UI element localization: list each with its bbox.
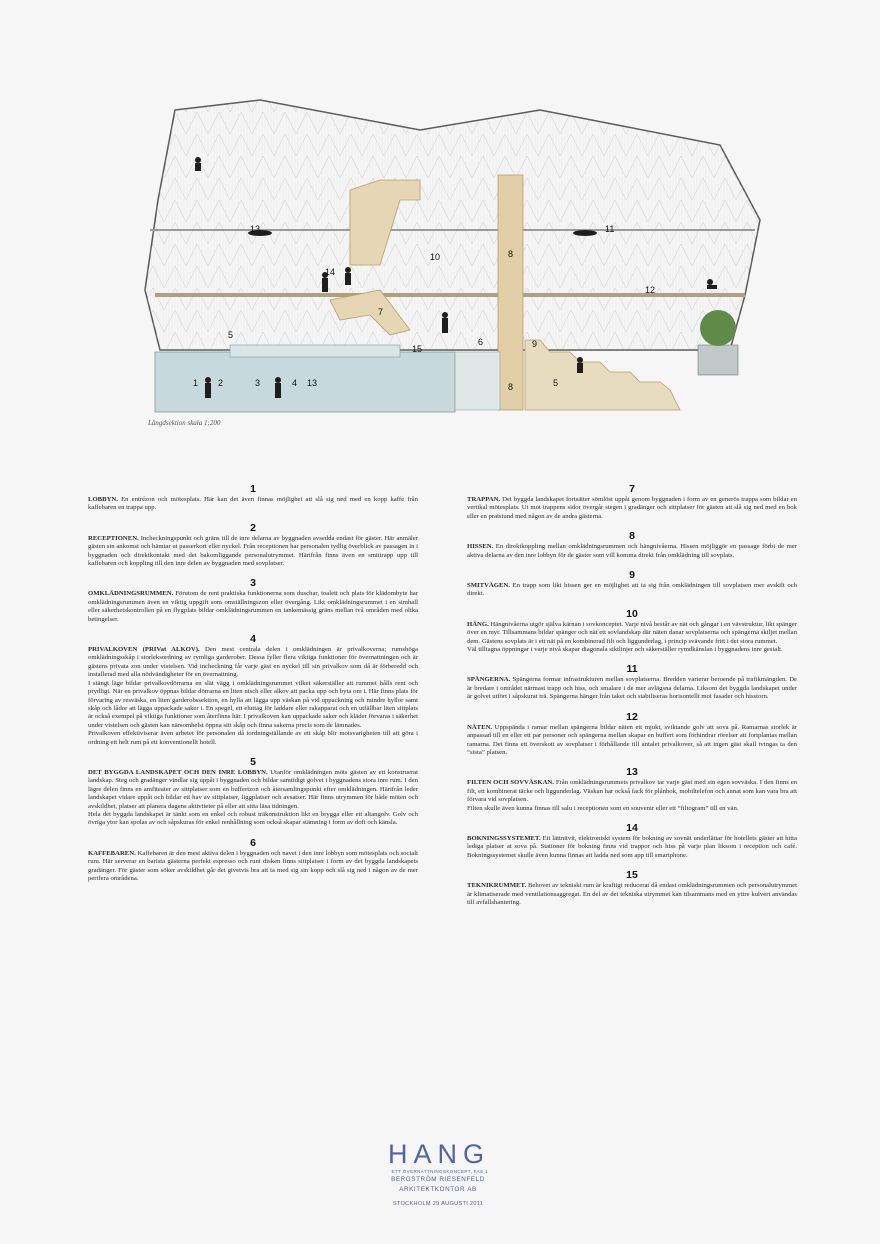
item-title: HÄNG. <box>467 620 489 628</box>
item-number: 13 <box>626 766 638 779</box>
item-number: 4 <box>250 633 256 646</box>
label-15: 15 <box>412 344 423 354</box>
item-body: Incheckningspunkt och gräns till de inre delarna av byggnaden avsedda endast för gäster. Här anmäler gästen sin ankomst och hämtar ut passerkort eller nyckel. Från receptionen har personalen tydlig överblick av passagen in i byggnaden och direktkontakt med det bakomliggande personalutrymmet. Härifrån finns även en smittrapp upp till kaffebaren och koppling till den inre delen av byggnaden med sovplatser. <box>88 534 418 568</box>
item-body: Uppspända i ramar mellan spängerna bildar näten ett mjukt, sviktande golv att sova på. Ramarnas storlek är anpassad till en eller ett par personer och spängerna mellan skapar en buffert som förhindrar rörelser att fortplantas mellan ramarna. Det finns ett överskott av sovplatser i förhållande till antalet privalkover, så att ingen gäst skall tvingas ta den “sista” platsen. <box>467 723 797 756</box>
label-9: 9 <box>532 339 538 349</box>
footer-logo-block <box>388 1139 491 1207</box>
item-body: Förutom de rent praktiska funktionerna som duschar, toalett och plats för klädombyte har omklädningsrummen även en viktig uppgift som omställningszon eller övergång. Likt omklädningsrummet i en simhall eller säkerhetskontrollen på en flygplats bildar omklädningsrummen en tankemässig gräns mellan två områden med olika betingelser. <box>88 590 418 623</box>
section-svg <box>120 90 770 420</box>
elevator-tower <box>498 175 523 410</box>
label-3: 3 <box>255 378 261 388</box>
item-body: Från omklädningsrummets privalkov tar varje gäst med sin egen sovväska. I den finns en filt, ett kombinerat täcke och liggunderlag. Väskan har också fack för plånbok, mobiltelefon och annat som kan vara bra att förvara vid sovplatsen. Filten skulle även kunna finnas till salu i receptionen som en souvenir eller ett “filtogram” till en vän. <box>467 779 798 812</box>
item-body: Utanför omklädningen möts gästen av ett konstruerat landskap. Steg och gradänger vindlar sig uppåt i byggnaden och bildar samtidigt golvet i byggnadens stora inre rum. I den lägre delen finns en amfiteater av sittplatser som en buffertzon och återsamlingspunkt efter omklädningen. Härifrån leder landskapet vidare uppåt och bildar ett hav av sittplatser, liggplatser och avsatser. Här finns utrymmen för både möten och avskildhet, platser att planera dagens aktiviteter på eller att sitta läsa tidningen. Hela det byggda landskapet är tänkt som en enkel och robust träkonstruktion likt en brygga eller ett altangolv. Golv och övriga ytor kan spolas av och såpskuras för enkel renhållning som också skapar stämning i form av doft och känsla. <box>88 768 418 827</box>
item-number: 12 <box>626 710 638 723</box>
drawing-caption: Längdsektion skala 1:200 <box>148 419 221 427</box>
item-11 <box>467 663 797 701</box>
concept-tagline: ETT ÖVERNATTNINGSKONCEPT, FAS 1 <box>391 1169 488 1174</box>
item-15 <box>467 869 797 907</box>
item-number: 1 <box>250 483 256 495</box>
label-14: 14 <box>325 267 336 277</box>
item-title: KAFFEBAREN. <box>88 849 136 857</box>
item-8 <box>467 530 797 560</box>
item-title: RECEPTIONEN. <box>88 534 139 542</box>
label-10: 10 <box>430 252 441 262</box>
item-number: 14 <box>626 821 638 834</box>
label-13-ground: 13 <box>307 378 318 388</box>
item-body: Ett lättnitvit, elektroniskt system för bokning av sovnät underlättar för hotellets gäster att hitta lediga platser at sova på. Stationer för bokning finns vid trappor och hiss på varje plan liksom i reception och café. Bokningssystemet skulle även kunna finnas att ladda ned som app till smartphone. <box>467 834 797 859</box>
item-title: SPÄNGERNA. <box>467 676 511 684</box>
item-12 <box>467 711 797 758</box>
planter <box>698 345 738 375</box>
item-number: 5 <box>250 755 256 768</box>
ground-floor-glazing <box>155 352 455 412</box>
item-title: HISSEN. <box>467 543 494 551</box>
item-body: Spängerna formar infrastrukturen mellan sovplatserna. Bredden varierar beroende på trafikmängden. De är bredare i området närmast trapp och hiss, och smalare i de mer avlägsna delarna. Liksom det byggda landskapet under är golvet utfört i såpskurat trä. Spängerna hänger från taket och stabiliseras horisontellt mot fasader och hisstorn. <box>467 676 797 701</box>
item-number: 7 <box>629 483 635 495</box>
label-5-left: 5 <box>228 330 234 340</box>
item-body: Den mest centrala delen i omklädningen är privalkoverna; rumshöga omklädningsskåp i storleksordning av rymliga garderober. Dessa fyller flera viktiga funktioner för övernattningen och är gästens privata zon under vistelsen. Vid incheckning får varje gäst en nyckel till sin privalkov som då är förberedd och installerad med alla nödvändigheter för en övernattning. I stängt läge bildar privalkovdörrarna en slät vägg i omklädningsrummet vilket säkerställer att rummet hålls rent och prydligt. När en privalkov öppnas bildar dörrarna en liten nisch eller alkov att packa upp och byta om i. Här finns plats för förvaring av resväska, en liten garderobssektion, en hylla att lägga upp väskan på vid uppackning och mindre hyllor samt skåp och lådor att lägga uppackade saker i. En spegel, ett eluttag för laddare eller rakapparat och en utfällbar liten sittplats är också exempel på viktiga funktioner som återfinns här. I privalkoven kan uppackade saker och kläder förvaras i säkerhet under vistelsen och gästen kan närsomhelst öppna sitt skåp och finna sakerna precis som de lämnades. Privalkoven effektiviserar även arbetet för personalen då iordningställande av ett skåp blir motsvarigheten till att göra i ordning ett helt rum på ett konventionellt hotell. <box>88 646 418 746</box>
item-body: Hängnivåerna utgör själva kärnan i sovkonceptet. Varje nivå består av nät och gångar i en vävstruktur, likt spänger över en myr. Tillsammans bildar spänger och nät ett sovlandskap där näten danar sovplatserna och spängerna skiljet mellan dem. Gästens sovplats är i ett nät på en kombinerad filt och liggunderlag, i princip svävande fritt i det stora rummet. Väl tilltagna öppningar i varje nivå skapar diagonala siktlinjer och säkerställer rymdkänslan i byggnadens inre gestalt. <box>467 620 797 654</box>
item-7 <box>467 483 797 521</box>
item-title: LOBBYN. <box>88 496 118 503</box>
item-title: TRAPPAN. <box>467 496 501 503</box>
item-number: 3 <box>250 577 256 590</box>
item-number: 15 <box>626 869 638 882</box>
text-column-left <box>88 483 418 892</box>
label-5-right: 5 <box>553 378 559 388</box>
item-number: 9 <box>629 569 635 582</box>
office-name-line2: ARKITEKTKONTOR AB <box>399 1185 477 1193</box>
item-number: 8 <box>629 530 635 543</box>
label-13: 13 <box>250 224 261 234</box>
item-title: BOKNINGSSYSTEMET. <box>467 834 541 842</box>
label-4: 4 <box>292 378 298 388</box>
place-date: STOCKHOLM 29 AUGUSTI 2011 <box>392 1201 484 1207</box>
item-body: En entrézon och mötesplats. Här kan det även finnas möjlighet att slå sig ned med en kopp kaffe från kaffebaren en trappa upp. <box>88 496 418 512</box>
item-4 <box>88 633 418 747</box>
longitudinal-section-drawing <box>120 90 770 420</box>
item-title: NÄTEN. <box>467 723 493 731</box>
item-number: 2 <box>250 521 256 534</box>
label-2: 2 <box>218 378 224 388</box>
item-2 <box>88 522 418 569</box>
item-title: TEKNIKRUMMET. <box>467 882 527 890</box>
item-title: SMITVÄGEN. <box>467 582 510 590</box>
office-name-line1: BERGSTRÖM RIESENFELD <box>391 1176 485 1183</box>
item-title: OMKLÄDNINGSRUMMEN. <box>88 590 174 598</box>
item-number: 6 <box>250 836 256 849</box>
label-8-upper: 8 <box>508 249 514 259</box>
item-6 <box>88 837 418 884</box>
plant-icon <box>700 310 736 346</box>
item-body: Behovet av tekniskt rum är kraftigt reducerat då endast omklädningsrummen och personalutrymmet är klimatiserade med ventilationsaggregat. En del av det tekniska utrymmet kan tilsammans med en yttre kulvert användas till avfallshantering. <box>467 882 797 906</box>
text-column-right <box>467 483 797 916</box>
item-body: Kaffebaren är den mest aktiva delen i byggnaden och navet i den inre lobbyn som mötesplats och socialt rum. Här serverar en barista gästerna perfekt espresso och runt disken finns sittplatser i form av det byggda landskapets gradänger. För gäster som söker avskildhet går det givetvis bra att ta med sig sin kopp och slå sig ned i någon av de mer perifera områdena. <box>88 849 418 882</box>
item-5 <box>88 756 418 828</box>
label-6: 6 <box>478 337 484 347</box>
item-1 <box>88 483 418 513</box>
item-13 <box>467 766 797 813</box>
item-number: 10 <box>626 607 638 620</box>
item-body: Det byggda landskapet fortsätter sömlöst uppåt genom byggnaden i form av en generös trappa som bildar en vertikal mötesplats. Ut mot trappens sidor övergår stegen i gradänger och sittplatser för gästen att slå sig ned med en bok eller en pratstund med någon av de andra gästerna. <box>467 496 797 520</box>
label-8-ground: 8 <box>508 382 514 392</box>
item-14 <box>467 822 797 860</box>
item-title: FILTEN OCH SOVVÄSKAN. <box>467 779 554 787</box>
item-body: En trapp som likt hissen ger en möjlighet att ta sig från omklädningen till sovplatsen mer avskilt och direkt. <box>467 582 797 598</box>
label-12: 12 <box>645 285 656 295</box>
item-body: En direktkoppling mellan omklädningsrummen och hängnivåerna. Hissen möjliggör en passage förbi de mer aktiva delarna av den inre lobbyn för de gäster som vill komma direkt från omklädning till sovplats. <box>467 543 797 559</box>
item-9 <box>467 569 797 599</box>
item-title: DET BYGGDA LANDSKAPET OCH DEN INRE LOBBYN. <box>88 768 268 776</box>
item-title: PRIVALKOVEN (PRIVat ALKOV). <box>88 646 200 654</box>
label-7: 7 <box>378 307 384 317</box>
hang-logo: HANG <box>388 1139 491 1169</box>
item-3 <box>88 577 418 624</box>
label-1: 1 <box>193 378 199 388</box>
item-10 <box>467 608 797 655</box>
item-number: 11 <box>626 663 638 676</box>
label-11: 11 <box>605 224 615 234</box>
